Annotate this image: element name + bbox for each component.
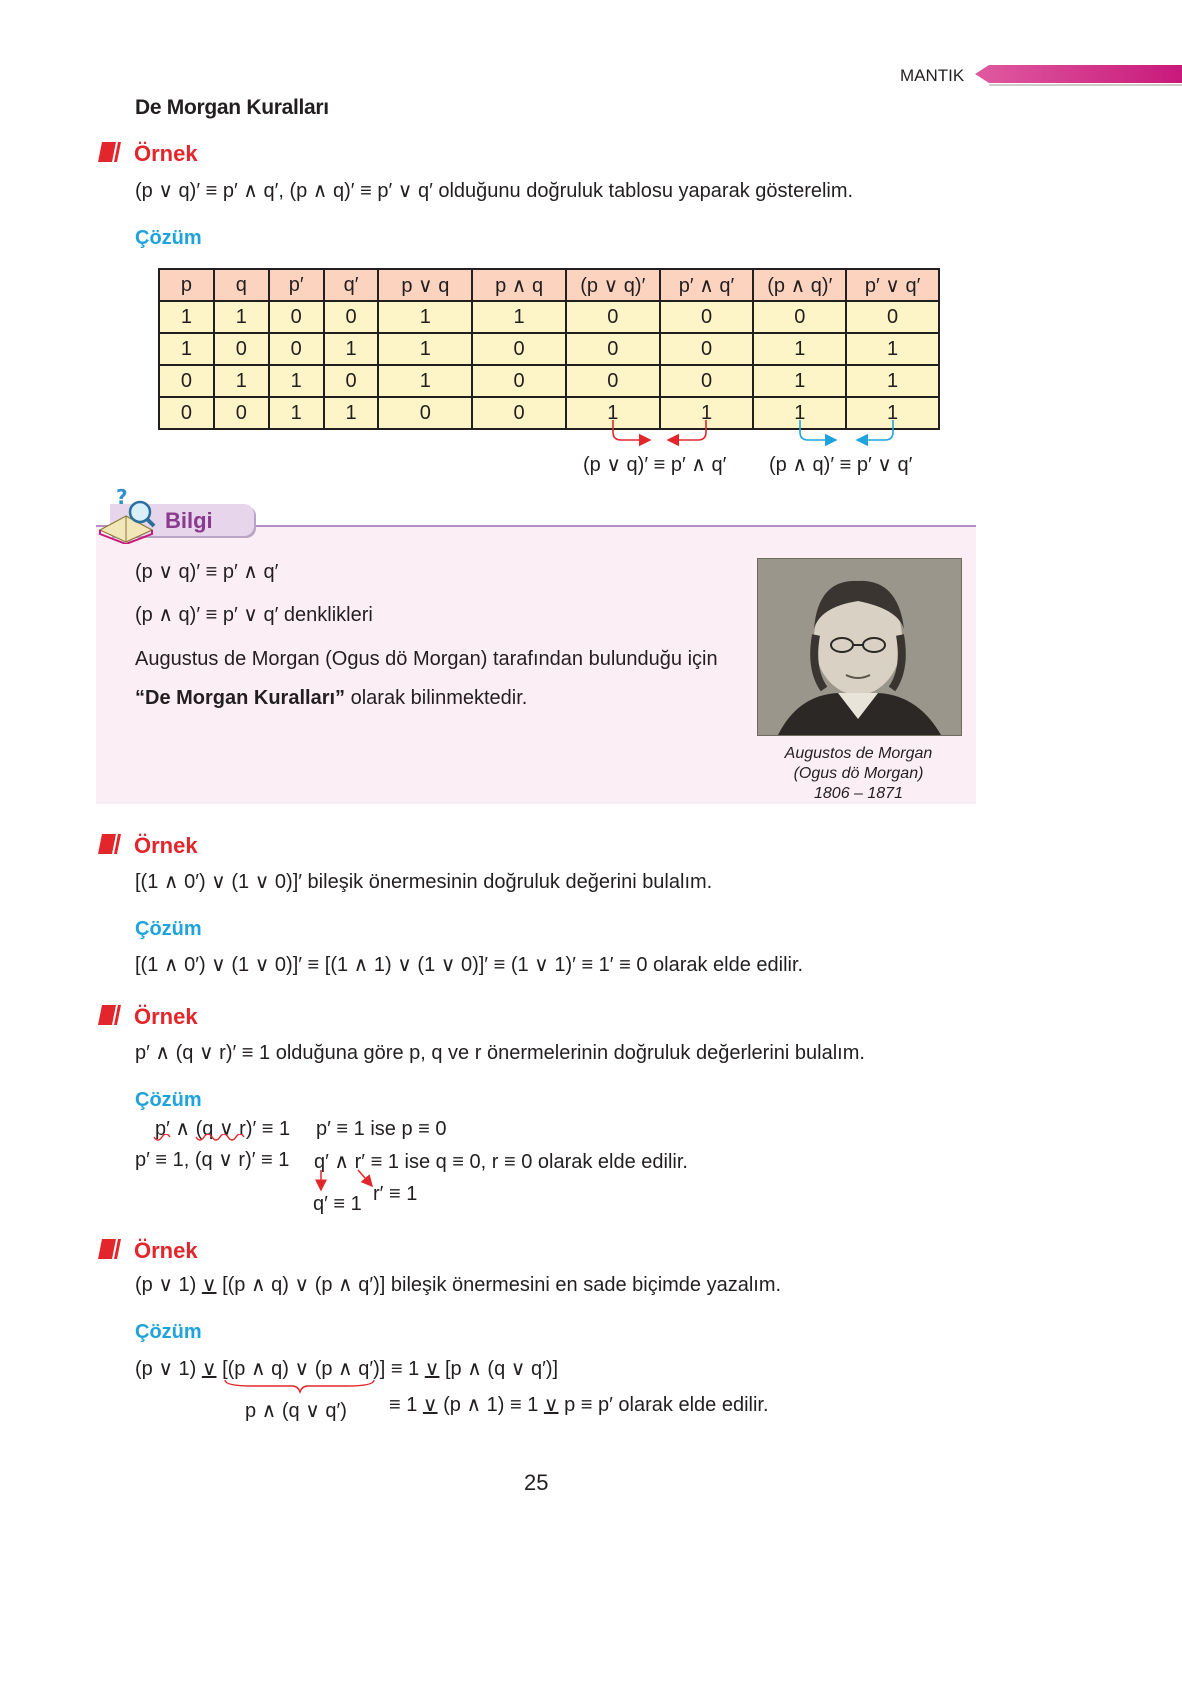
ex3-step-5: q′ ≡ 1 bbox=[313, 1193, 362, 1215]
table-cell: 0 bbox=[269, 301, 324, 333]
table-header-cell: q′ bbox=[324, 269, 379, 301]
table-cell: 1 bbox=[566, 397, 660, 429]
bilgi-line-4-rest: olarak bilinmektedir. bbox=[345, 687, 528, 709]
ex4-sol-xor-1: ∨ bbox=[201, 1358, 217, 1380]
table-cell: 0 bbox=[846, 301, 939, 333]
table-cell: 1 bbox=[269, 397, 324, 429]
ex3-and: ∧ bbox=[169, 1118, 196, 1140]
bilgi-bold-term: “De Morgan Kuralları” bbox=[135, 687, 346, 709]
header-bar bbox=[975, 64, 1182, 86]
table-cell: 0 bbox=[214, 397, 269, 429]
caption-pronunciation: (Ogus dö Morgan) bbox=[793, 765, 924, 782]
svg-text:?: ? bbox=[116, 486, 128, 509]
cozum-label-4: Çözüm bbox=[135, 1321, 202, 1343]
table-cell: 0 bbox=[324, 301, 379, 333]
ex4-sol-b: [(p ∧ q) ∨ (p ∧ q′)] ≡ 1 bbox=[216, 1358, 425, 1380]
ornek-label-2: Örnek bbox=[134, 833, 198, 858]
table-header-cell: p′ bbox=[269, 269, 324, 301]
table-cell: 0 bbox=[324, 365, 379, 397]
table-header-cell: p bbox=[159, 269, 214, 301]
table-row bbox=[159, 301, 939, 333]
table-row bbox=[159, 365, 939, 397]
ex4-xor-symbol: ∨ bbox=[201, 1274, 217, 1296]
bilgi-line-4 bbox=[135, 687, 527, 710]
table-cell: 0 bbox=[566, 365, 660, 397]
ornek-marker-icon bbox=[96, 832, 122, 856]
table-cell: 1 bbox=[753, 397, 846, 429]
ex4-sol-xor-2: ∨ bbox=[424, 1358, 440, 1380]
ornek-label-4: Örnek bbox=[134, 1238, 198, 1263]
brace-underline-icon bbox=[222, 1378, 377, 1394]
cozum-label-3: Çözüm bbox=[135, 1089, 202, 1111]
table-header-cell: q bbox=[214, 269, 269, 301]
table-cell: 0 bbox=[159, 365, 214, 397]
table-header-cell: (p ∨ q)′ bbox=[566, 269, 660, 301]
wavy-underline-icon bbox=[150, 1134, 260, 1144]
table-cell: 1 bbox=[846, 333, 939, 365]
magnifier-book-icon bbox=[96, 486, 158, 544]
ornek-label-1: Örnek bbox=[134, 141, 198, 166]
example1-statement: (p ∨ q)′ ≡ p′ ∧ q′, (p ∧ q)′ ≡ p′ ∨ q′ olduğunu doğruluk tablosu yaparak gösterelim. bbox=[135, 180, 854, 202]
table-cell: 1 bbox=[472, 301, 566, 333]
ornek-marker-icon bbox=[96, 140, 122, 164]
table-cell: 0 bbox=[566, 333, 660, 365]
table-cell: 0 bbox=[566, 301, 660, 333]
conclusion-2: (p ∧ q)′ ≡ p′ ∨ q′ bbox=[769, 454, 913, 476]
ex4-sol3-b: (p ∧ 1) ≡ 1 bbox=[437, 1394, 544, 1416]
ex3-step-2: p′ ≡ 1, (q ∨ r)′ ≡ 1 bbox=[135, 1149, 290, 1171]
ornek-marker-icon bbox=[96, 1003, 122, 1027]
ex4-part-b: [(p ∧ q) ∨ (p ∧ q′)] bileşik önermesini en sade biçimde yazalım. bbox=[216, 1274, 782, 1296]
table-header-cell: (p ∧ q)′ bbox=[753, 269, 846, 301]
table-cell: 0 bbox=[472, 365, 566, 397]
table-cell: 1 bbox=[846, 365, 939, 397]
table-cell: 1 bbox=[324, 397, 379, 429]
table-cell: 0 bbox=[378, 397, 472, 429]
caption-name: Augustos de Morgan bbox=[784, 745, 933, 762]
portrait-caption bbox=[757, 744, 960, 804]
table-cell: 0 bbox=[472, 397, 566, 429]
ornek-marker-icon bbox=[96, 1237, 122, 1261]
table-cell: 1 bbox=[846, 397, 939, 429]
portrait-photo bbox=[757, 558, 962, 736]
ex4-sol3-xor-2: ∨ bbox=[543, 1394, 559, 1416]
table-cell: 0 bbox=[214, 333, 269, 365]
example3-statement: p′ ∧ (q ∨ r)′ ≡ 1 olduğuna göre p, q ve r önermelerinin doğruluk değerlerini bulalım. bbox=[135, 1042, 865, 1064]
ex4-solution-line-2 bbox=[389, 1392, 769, 1417]
ex3-step-6: r′ ≡ 1 bbox=[373, 1183, 418, 1205]
example4-statement bbox=[135, 1272, 781, 1297]
table-cell: 1 bbox=[660, 397, 754, 429]
table-header-cell: p′ ∨ q′ bbox=[846, 269, 939, 301]
table-header-cell: p ∨ q bbox=[378, 269, 472, 301]
cozum-label-2: Çözüm bbox=[135, 918, 202, 940]
table-cell: 1 bbox=[214, 301, 269, 333]
bilgi-line-1: (p ∨ q)′ ≡ p′ ∧ q′ bbox=[135, 561, 279, 583]
table-cell: 1 bbox=[159, 333, 214, 365]
table-cell: 0 bbox=[269, 333, 324, 365]
ex4-solution-under: p ∧ (q ∨ q′) bbox=[245, 1400, 347, 1422]
table-cell: 0 bbox=[472, 333, 566, 365]
table-cell: 1 bbox=[214, 365, 269, 397]
table-cell: 0 bbox=[660, 301, 754, 333]
table-cell: 1 bbox=[753, 365, 846, 397]
table-row bbox=[159, 333, 939, 365]
table-cell: 1 bbox=[378, 333, 472, 365]
table-cell: 1 bbox=[269, 365, 324, 397]
table-cell: 0 bbox=[753, 301, 846, 333]
ex3-p-prime: p′ bbox=[155, 1118, 170, 1140]
truth-table-header bbox=[159, 269, 939, 301]
ex3-step-4: q′ ∧ r′ ≡ 1 ise q ≡ 0, r ≡ 0 olarak elde edilir. bbox=[314, 1151, 688, 1173]
ex4-sol3-c: p ≡ p′ olarak elde edilir. bbox=[558, 1394, 769, 1416]
ex3-step-3: p′ ≡ 1 ise p ≡ 0 bbox=[316, 1118, 447, 1140]
portrait-illustration bbox=[758, 559, 961, 735]
table-cell: 1 bbox=[159, 301, 214, 333]
conclusion-1: (p ∨ q)′ ≡ p′ ∧ q′ bbox=[583, 454, 727, 476]
example2-solution: [(1 ∧ 0′) ∨ (1 ∨ 0)]′ ≡ [(1 ∧ 1) ∨ (1 ∨ 0)]′ ≡ (1 ∨ 1)′ ≡ 1′ ≡ 0 olarak elde edilir. bbox=[135, 954, 804, 976]
table-cell: 1 bbox=[378, 301, 472, 333]
table-cell: 1 bbox=[378, 365, 472, 397]
ex3-eq: ≡ 1 bbox=[256, 1118, 291, 1140]
example2-statement: [(1 ∧ 0′) ∨ (1 ∨ 0)]′ bileşik önermesinin doğruluk değerini bulalım. bbox=[135, 871, 713, 893]
ex4-sol3-a: ≡ 1 bbox=[389, 1394, 423, 1416]
comparison-arrows-icon bbox=[600, 418, 930, 452]
page-number: 25 bbox=[524, 1470, 549, 1495]
derivation-arrows-icon bbox=[310, 1168, 380, 1196]
ex4-sol-c: [p ∧ (q ∨ q′)] bbox=[439, 1358, 559, 1380]
ornek-label-3: Örnek bbox=[134, 1004, 198, 1029]
table-header-cell: p′ ∧ q′ bbox=[660, 269, 754, 301]
ex4-sol3-xor-1: ∨ bbox=[422, 1394, 438, 1416]
table-cell: 0 bbox=[660, 365, 754, 397]
section-label: MANTIK bbox=[900, 66, 965, 85]
table-header-cell: p ∧ q bbox=[472, 269, 566, 301]
table-cell: 1 bbox=[324, 333, 379, 365]
caption-years: 1806 – 1871 bbox=[814, 785, 903, 802]
table-cell: 0 bbox=[159, 397, 214, 429]
bilgi-line-3: Augustus de Morgan (Ogus dö Morgan) tarafından bulunduğu için bbox=[135, 648, 718, 670]
bilgi-line-2: (p ∧ q)′ ≡ p′ ∨ q′ denklikleri bbox=[135, 604, 373, 626]
ex4-part-a: (p ∨ 1) bbox=[135, 1274, 202, 1296]
ex4-sol-a: (p ∨ 1) bbox=[135, 1358, 202, 1380]
cozum-label-1: Çözüm bbox=[135, 227, 202, 249]
bilgi-title: Bilgi bbox=[165, 508, 213, 533]
ex3-qr: (q ∨ r)′ bbox=[195, 1118, 257, 1140]
page-title: De Morgan Kuralları bbox=[135, 96, 329, 119]
truth-table bbox=[158, 268, 940, 430]
table-cell: 0 bbox=[660, 333, 754, 365]
table-cell: 1 bbox=[753, 333, 846, 365]
